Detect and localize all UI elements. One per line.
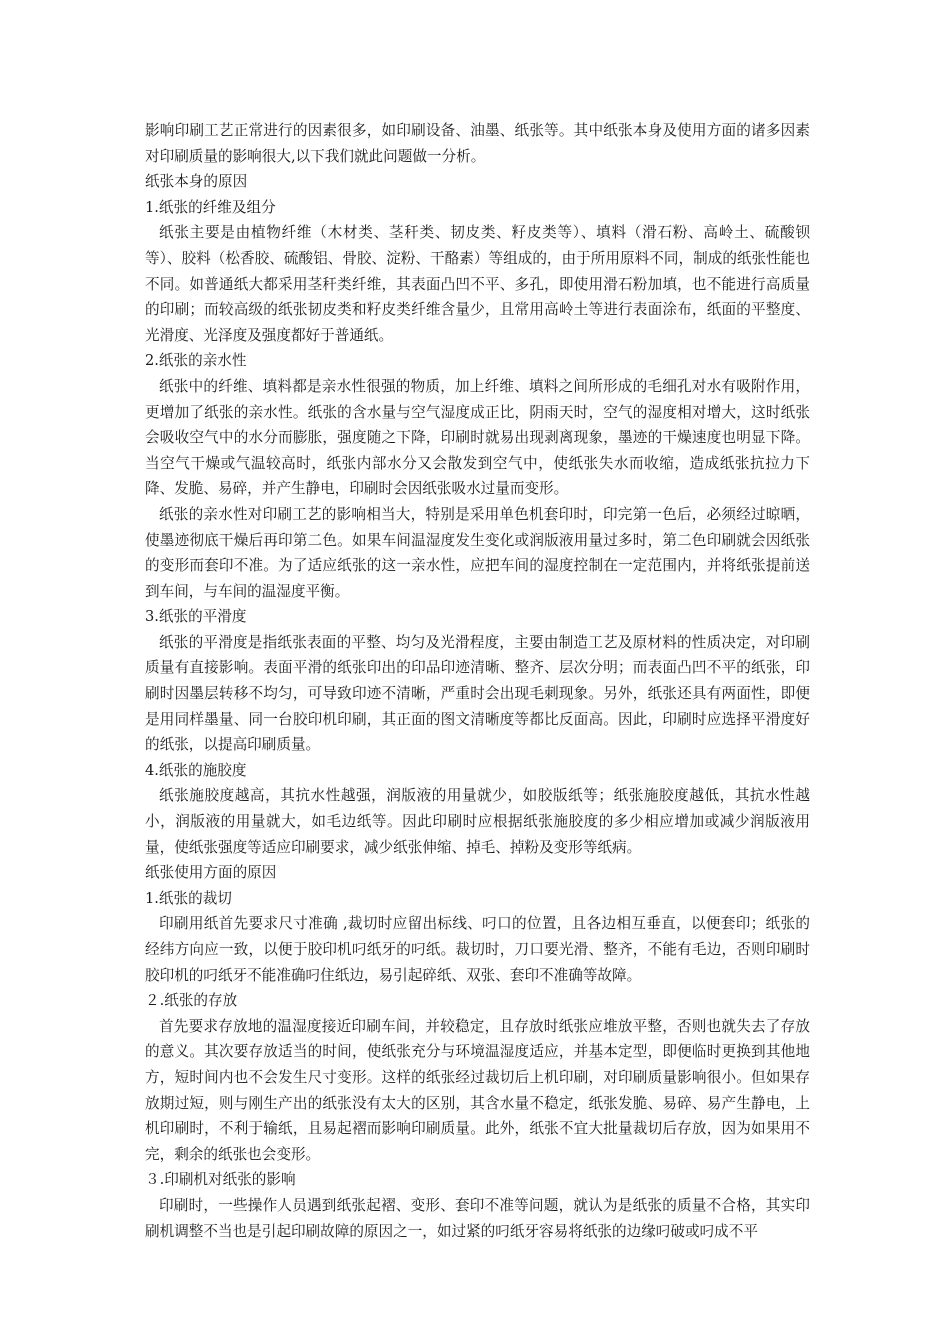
section-heading-paper-usage: 纸张使用方面的原因 (145, 864, 277, 882)
subheading-cutting: 1.纸张的裁切 (145, 889, 232, 907)
paragraph-sizing-degree: 纸张施胶度越高，其抗水性越强，润版液的用量就少，如胶版纸等；纸张施胶度越低，其抗水性越小，润版液的用量就大，如毛边纸等。因此印刷时应根据纸张施胶度的多少相应增加或减少润版液用量，使纸张强度等适应印刷要求，减少纸张伸缩、掉毛、掉粉及变形等纸病。 (145, 787, 810, 856)
intro-paragraph: 影响印刷工艺正常进行的因素很多，如印刷设备、油墨、纸张等。其中纸张本身及使用方面的诸多因素对印刷质量的影响很大,以下我们就此问题做一分析。 (145, 122, 810, 165)
paragraph-storage: 首先要求存放地的温湿度接近印刷车间，并较稳定，且存放时纸张应堆放平整，否则也就失去了存放的意义。其次要存放适当的时间，使纸张充分与环境温湿度适应，并基本定型，即便临时更换到其他地方，短时间内也不会发生尺寸变形。这样的纸张经过裁切后上机印刷，对印刷质量影响很小。但如果存放期过短，则与刚生产出的纸张没有太大的区别，其含水量不稳定，纸张发脆、易碎、易产生静电，上机印刷时，不利于输纸，且易起褶而影响印刷质量。此外，纸张不宜大批量裁切后存放，因为如果用不完，剩余的纸张也会变形。 (145, 1017, 810, 1163)
paragraph-hydrophilicity-1: 纸张中的纤维、填料都是亲水性很强的物质，加上纤维、填料之间所形成的毛细孔对水有吸附作用，更增加了纸张的亲水性。纸张的含水量与空气湿度成正比，阴雨天时，空气的湿度相对增大，这时纸张会吸收空气中的水分而膨胀，强度随之下降，印刷时就易出现剥离现象，墨迹的干燥速度也明显下降。当空气干燥或气温较高时，纸张内部水分又会散发到空气中，使纸张失水而收缩，造成纸张抗拉力下降、发脆、易碎，并产生静电，印刷时会因纸张吸水过量而变形。 (145, 377, 810, 498)
paragraph-smoothness: 纸张的平滑度是指纸张表面的平整、均匀及光滑程度，主要由制造工艺及原材料的性质决定，对印刷质量有直接影响。表面平滑的纸张印出的印品印迹清晰、整齐、层次分明；而表面凸凹不平的纸张，印刷时因墨层转移不均匀，可导致印迹不清晰，严重时会出现毛刺现象。另外，纸张还具有两面性，即便是用同样墨量、同一台胶印机印刷，其正面的图文清晰度等都比反面高。因此，印刷时应选择平滑度好的纸张，以提高印刷质量。 (145, 633, 810, 754)
section-heading-paper-itself: 纸张本身的原因 (145, 173, 248, 191)
paragraph-press-influence: 印刷时，一些操作人员遇到纸张起褶、变形、套印不准等问题，就认为是纸张的质量不合格，其实印刷机调整不当也是引起印刷故障的原因之一，如过紧的叼纸牙容易将纸张的边缘叼破或叼成不平 (145, 1196, 810, 1240)
subheading-storage: ２.纸张的存放 (145, 992, 238, 1010)
subheading-fiber-composition: 1.纸张的纤维及组分 (145, 198, 276, 216)
paragraph-cutting: 印刷用纸首先要求尺寸准确 ,裁切时应留出标线、叼口的位置，且各边相互垂直，以便套印；纸张的经纬方向应一致，以便于胶印机叼纸牙的叼纸。裁切时，刀口要光滑、整齐，不能有毛边，否则印刷时胶印机的叼纸牙不能准确叼住纸边，易引起碎纸、双张、套印不准确等故障。 (145, 915, 810, 984)
document-page (145, 118, 810, 1244)
paragraph-fiber-composition: 纸张主要是由植物纤维（木材类、茎秆类、韧皮类、籽皮类等）、填料（滑石粉、高岭土、硫酸钡等）、胶料（松香胶、硫酸铝、骨胶、淀粉、干酪素）等组成的，由于所用原料不同，制成的纸张性能也不同。如普通纸大都采用茎秆类纤维，其表面凸凹不平、多孔，即使用滑石粉加填，也不能进行高质量的印刷；而较高级的纸张韧皮类和籽皮类纤维含量少，且常用高岭土等进行表面涂布，纸面的平整度、光滑度、光泽度及强度都好于普通纸。 (145, 224, 810, 344)
paragraph-hydrophilicity-2: 纸张的亲水性对印刷工艺的影响相当大，特别是采用单色机套印时，印完第一色后，必须经过晾晒，使墨迹彻底干燥后再印第二色。如果车间温湿度发生变化或润版液用量过多时，第二色印刷就会因纸张的变形而套印不准。为了适应纸张的这一亲水性，应把车间的湿度控制在一定范围内，并将纸张提前送到车间，与车间的温湿度平衡。 (145, 505, 810, 600)
subheading-press-influence: ３.印刷机对纸张的影响 (145, 1171, 296, 1189)
subheading-hydrophilicity: 2.纸张的亲水性 (145, 352, 247, 370)
subheading-smoothness: 3.纸张的平滑度 (145, 608, 247, 626)
subheading-sizing-degree: 4.纸张的施胶度 (145, 761, 247, 779)
